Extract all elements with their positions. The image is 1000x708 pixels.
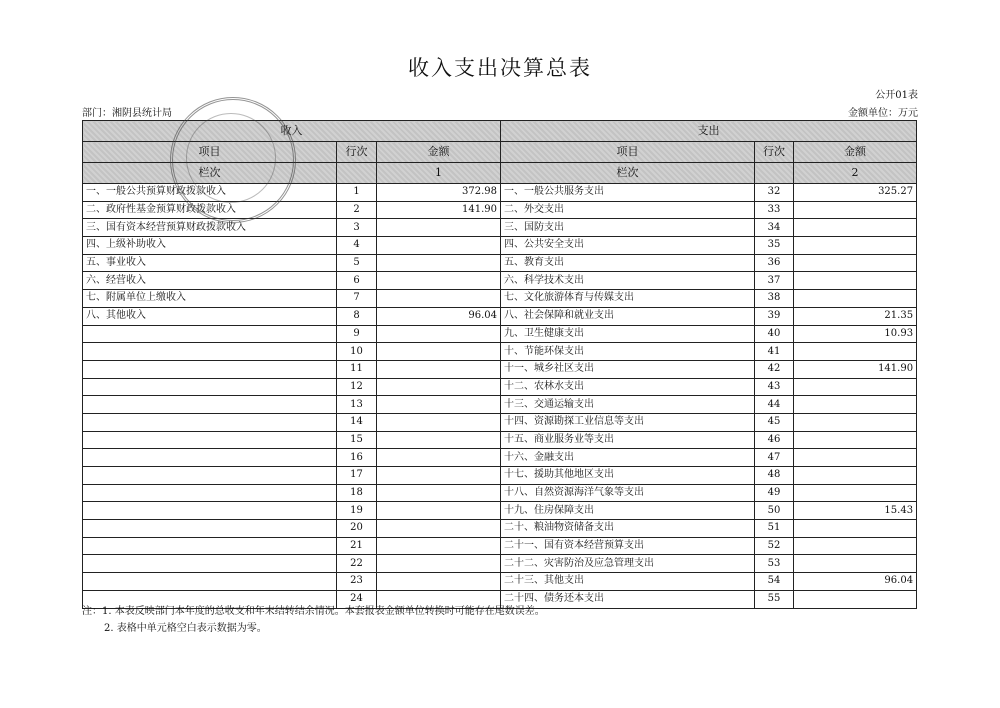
income-row-number: 11 bbox=[337, 360, 377, 378]
income-amount-cell bbox=[377, 520, 501, 538]
expense-row-number: 38 bbox=[755, 290, 794, 308]
income-item-cell bbox=[83, 520, 337, 538]
income-item-cell: 六、经营收入 bbox=[83, 272, 337, 290]
income-amount-cell bbox=[377, 484, 501, 502]
income-row-number: 4 bbox=[337, 237, 377, 255]
expense-row-number: 37 bbox=[755, 272, 794, 290]
form-number: 公开01表 bbox=[875, 90, 918, 101]
expense-row-number: 42 bbox=[755, 360, 794, 378]
expense-row-number: 45 bbox=[755, 413, 794, 431]
income-amount-cell bbox=[377, 237, 501, 255]
expense-row-number: 41 bbox=[755, 343, 794, 361]
income-item-cell: 五、事业收入 bbox=[83, 254, 337, 272]
column-header-row bbox=[83, 142, 917, 163]
column-order-row bbox=[83, 163, 917, 184]
expense-order-blank bbox=[755, 163, 794, 184]
income-amount-cell bbox=[377, 272, 501, 290]
expense-row-number: 39 bbox=[755, 307, 794, 325]
income-amount-cell bbox=[377, 413, 501, 431]
income-row-number: 13 bbox=[337, 396, 377, 414]
income-row-number: 10 bbox=[337, 343, 377, 361]
expense-row-number: 48 bbox=[755, 467, 794, 485]
income-amount-cell bbox=[377, 378, 501, 396]
expense-row-number: 40 bbox=[755, 325, 794, 343]
income-item-cell bbox=[83, 378, 337, 396]
income-item-cell bbox=[83, 343, 337, 361]
expense-amount-cell bbox=[794, 237, 917, 255]
expense-item-cell: 九、卫生健康支出 bbox=[501, 325, 755, 343]
expense-amount-cell bbox=[794, 431, 917, 449]
income-item-cell: 一、一般公共预算财政拨款收入 bbox=[83, 184, 337, 202]
income-amount-cell bbox=[377, 537, 501, 555]
income-amount-header: 金额 bbox=[377, 142, 501, 163]
table-row bbox=[83, 290, 917, 308]
income-item-cell bbox=[83, 484, 337, 502]
income-amount-cell: 141.90 bbox=[377, 201, 501, 219]
income-row-number: 17 bbox=[337, 467, 377, 485]
income-amount-cell bbox=[377, 449, 501, 467]
table-row bbox=[83, 555, 917, 573]
expense-row-number: 53 bbox=[755, 555, 794, 573]
income-row-number: 18 bbox=[337, 484, 377, 502]
page-title: 收入支出决算总表 bbox=[408, 56, 592, 80]
income-item-cell: 二、政府性基金预算财政拨款收入 bbox=[83, 201, 337, 219]
income-expense-table bbox=[82, 120, 917, 609]
expense-item-cell: 二、外交支出 bbox=[501, 201, 755, 219]
income-item-cell bbox=[83, 360, 337, 378]
income-amount-cell bbox=[377, 573, 501, 591]
table-row bbox=[83, 254, 917, 272]
expense-amount-cell bbox=[794, 343, 917, 361]
income-amount-cell bbox=[377, 431, 501, 449]
income-row-number: 21 bbox=[337, 537, 377, 555]
income-row-number: 3 bbox=[337, 219, 377, 237]
income-row-number: 19 bbox=[337, 502, 377, 520]
income-item-cell bbox=[83, 325, 337, 343]
expense-item-cell: 三、国防支出 bbox=[501, 219, 755, 237]
expense-row-number: 33 bbox=[755, 201, 794, 219]
expense-item-header: 项目 bbox=[501, 142, 755, 163]
expense-item-cell: 十三、交通运输支出 bbox=[501, 396, 755, 414]
income-item-cell: 四、上级补助收入 bbox=[83, 237, 337, 255]
expense-item-cell: 五、教育支出 bbox=[501, 254, 755, 272]
footnote-2: 2. 表格中单元格空白表示数据为零。 bbox=[104, 623, 267, 634]
table-row bbox=[83, 431, 917, 449]
table-row bbox=[83, 396, 917, 414]
income-amount-cell bbox=[377, 290, 501, 308]
table-row bbox=[83, 272, 917, 290]
expense-item-cell: 一、一般公共服务支出 bbox=[501, 184, 755, 202]
income-amount-cell bbox=[377, 467, 501, 485]
expense-amount-cell bbox=[794, 590, 917, 608]
income-row-number: 5 bbox=[337, 254, 377, 272]
expense-amount-cell bbox=[794, 290, 917, 308]
income-row-number: 16 bbox=[337, 449, 377, 467]
expense-row-number: 36 bbox=[755, 254, 794, 272]
expense-row-number: 46 bbox=[755, 431, 794, 449]
expense-amount-cell: 96.04 bbox=[794, 573, 917, 591]
income-row-number: 6 bbox=[337, 272, 377, 290]
expense-item-cell: 二十四、债务还本支出 bbox=[501, 590, 755, 608]
income-item-header: 项目 bbox=[83, 142, 337, 163]
table-row bbox=[83, 219, 917, 237]
income-amount-cell bbox=[377, 343, 501, 361]
income-amount-cell bbox=[377, 219, 501, 237]
expense-row-number: 50 bbox=[755, 502, 794, 520]
expense-item-cell: 七、文化旅游体育与传媒支出 bbox=[501, 290, 755, 308]
expense-amount-cell bbox=[794, 413, 917, 431]
table-row bbox=[83, 378, 917, 396]
expense-amount-cell: 325.27 bbox=[794, 184, 917, 202]
income-item-cell: 三、国有资本经营预算财政拨款收入 bbox=[83, 219, 337, 237]
table-row bbox=[83, 537, 917, 555]
expense-row-number: 34 bbox=[755, 219, 794, 237]
expense-row-header: 行次 bbox=[755, 142, 794, 163]
expense-item-cell: 十五、商业服务业等支出 bbox=[501, 431, 755, 449]
expense-order-label: 栏次 bbox=[501, 163, 755, 184]
table-row bbox=[83, 449, 917, 467]
amount-unit-label: 金额单位：万元 bbox=[848, 108, 918, 119]
income-row-number: 14 bbox=[337, 413, 377, 431]
expense-row-number: 52 bbox=[755, 537, 794, 555]
income-item-cell bbox=[83, 396, 337, 414]
expense-item-cell: 十七、援助其他地区支出 bbox=[501, 467, 755, 485]
table-row bbox=[83, 484, 917, 502]
table-row bbox=[83, 343, 917, 361]
expense-item-cell: 八、社会保障和就业支出 bbox=[501, 307, 755, 325]
expense-item-cell: 二十三、其他支出 bbox=[501, 573, 755, 591]
income-item-cell bbox=[83, 573, 337, 591]
footnote-1: 注：1. 本表反映部门本年度的总收支和年末结转结余情况。本套报表金额单位转换时可能存在尾数误差。 bbox=[82, 606, 545, 617]
expense-item-cell: 四、公共安全支出 bbox=[501, 237, 755, 255]
expense-amount-cell: 15.43 bbox=[794, 502, 917, 520]
expense-item-cell: 十一、城乡社区支出 bbox=[501, 360, 755, 378]
income-amount-cell bbox=[377, 325, 501, 343]
expense-item-cell: 十、节能环保支出 bbox=[501, 343, 755, 361]
expense-amount-cell bbox=[794, 555, 917, 573]
expense-item-cell: 十八、自然资源海洋气象等支出 bbox=[501, 484, 755, 502]
income-amount-cell: 372.98 bbox=[377, 184, 501, 202]
expense-amount-cell bbox=[794, 272, 917, 290]
income-row-number: 23 bbox=[337, 573, 377, 591]
expense-row-number: 35 bbox=[755, 237, 794, 255]
income-item-cell bbox=[83, 537, 337, 555]
income-row-number: 9 bbox=[337, 325, 377, 343]
table-row bbox=[83, 360, 917, 378]
income-amount-cell bbox=[377, 555, 501, 573]
income-order-blank bbox=[337, 163, 377, 184]
expense-row-number: 55 bbox=[755, 590, 794, 608]
expense-amount-cell bbox=[794, 449, 917, 467]
table-row bbox=[83, 201, 917, 219]
income-row-number: 20 bbox=[337, 520, 377, 538]
footnotes bbox=[82, 603, 545, 637]
income-row-number: 22 bbox=[337, 555, 377, 573]
expense-row-number: 43 bbox=[755, 378, 794, 396]
expense-amount-cell bbox=[794, 484, 917, 502]
expense-amount-cell bbox=[794, 396, 917, 414]
income-order-label: 栏次 bbox=[83, 163, 337, 184]
income-group-header: 收入 bbox=[83, 121, 501, 142]
income-amount-cell bbox=[377, 396, 501, 414]
table-row bbox=[83, 413, 917, 431]
expense-item-cell: 十九、住房保障支出 bbox=[501, 502, 755, 520]
expense-item-cell: 二十、粮油物资储备支出 bbox=[501, 520, 755, 538]
table-row bbox=[83, 184, 917, 202]
table-row bbox=[83, 520, 917, 538]
expense-amount-header: 金额 bbox=[794, 142, 917, 163]
expense-item-cell: 十六、金融支出 bbox=[501, 449, 755, 467]
table-row bbox=[83, 467, 917, 485]
income-amount-cell bbox=[377, 360, 501, 378]
income-item-cell bbox=[83, 449, 337, 467]
income-item-cell bbox=[83, 431, 337, 449]
expense-item-cell: 二十一、国有资本经营预算支出 bbox=[501, 537, 755, 555]
expense-row-number: 44 bbox=[755, 396, 794, 414]
income-item-cell bbox=[83, 502, 337, 520]
income-item-cell bbox=[83, 555, 337, 573]
expense-row-number: 49 bbox=[755, 484, 794, 502]
expense-item-cell: 十四、资源勘探工业信息等支出 bbox=[501, 413, 755, 431]
income-row-number: 8 bbox=[337, 307, 377, 325]
income-item-cell bbox=[83, 467, 337, 485]
expense-amount-cell bbox=[794, 378, 917, 396]
table-row bbox=[83, 325, 917, 343]
expense-amount-cell bbox=[794, 537, 917, 555]
income-item-cell bbox=[83, 413, 337, 431]
expense-row-number: 54 bbox=[755, 573, 794, 591]
income-item-cell: 八、其他收入 bbox=[83, 307, 337, 325]
expense-amount-cell bbox=[794, 201, 917, 219]
expense-amount-cell bbox=[794, 520, 917, 538]
expense-amount-cell bbox=[794, 254, 917, 272]
income-order-number: 1 bbox=[377, 163, 501, 184]
table-row bbox=[83, 307, 917, 325]
income-row-header: 行次 bbox=[337, 142, 377, 163]
expense-amount-cell: 141.90 bbox=[794, 360, 917, 378]
expense-item-cell: 二十二、灾害防治及应急管理支出 bbox=[501, 555, 755, 573]
table-row bbox=[83, 237, 917, 255]
income-row-number: 24 bbox=[337, 590, 377, 608]
income-row-number: 1 bbox=[337, 184, 377, 202]
table-row bbox=[83, 573, 917, 591]
expense-group-header: 支出 bbox=[501, 121, 917, 142]
table-row bbox=[83, 502, 917, 520]
income-item-cell: 七、附属单位上缴收入 bbox=[83, 290, 337, 308]
expense-order-number: 2 bbox=[794, 163, 917, 184]
income-amount-cell: 96.04 bbox=[377, 307, 501, 325]
income-amount-cell bbox=[377, 502, 501, 520]
income-amount-cell bbox=[377, 254, 501, 272]
expense-amount-cell bbox=[794, 467, 917, 485]
expense-row-number: 51 bbox=[755, 520, 794, 538]
group-header-row bbox=[83, 121, 917, 142]
expense-amount-cell bbox=[794, 219, 917, 237]
expense-row-number: 47 bbox=[755, 449, 794, 467]
expense-row-number: 32 bbox=[755, 184, 794, 202]
income-row-number: 12 bbox=[337, 378, 377, 396]
expense-item-cell: 六、科学技术支出 bbox=[501, 272, 755, 290]
expense-amount-cell: 10.93 bbox=[794, 325, 917, 343]
income-row-number: 7 bbox=[337, 290, 377, 308]
department-label: 部门：湘阴县统计局 bbox=[82, 108, 172, 119]
expense-item-cell: 十二、农林水支出 bbox=[501, 378, 755, 396]
income-row-number: 2 bbox=[337, 201, 377, 219]
income-row-number: 15 bbox=[337, 431, 377, 449]
expense-amount-cell: 21.35 bbox=[794, 307, 917, 325]
